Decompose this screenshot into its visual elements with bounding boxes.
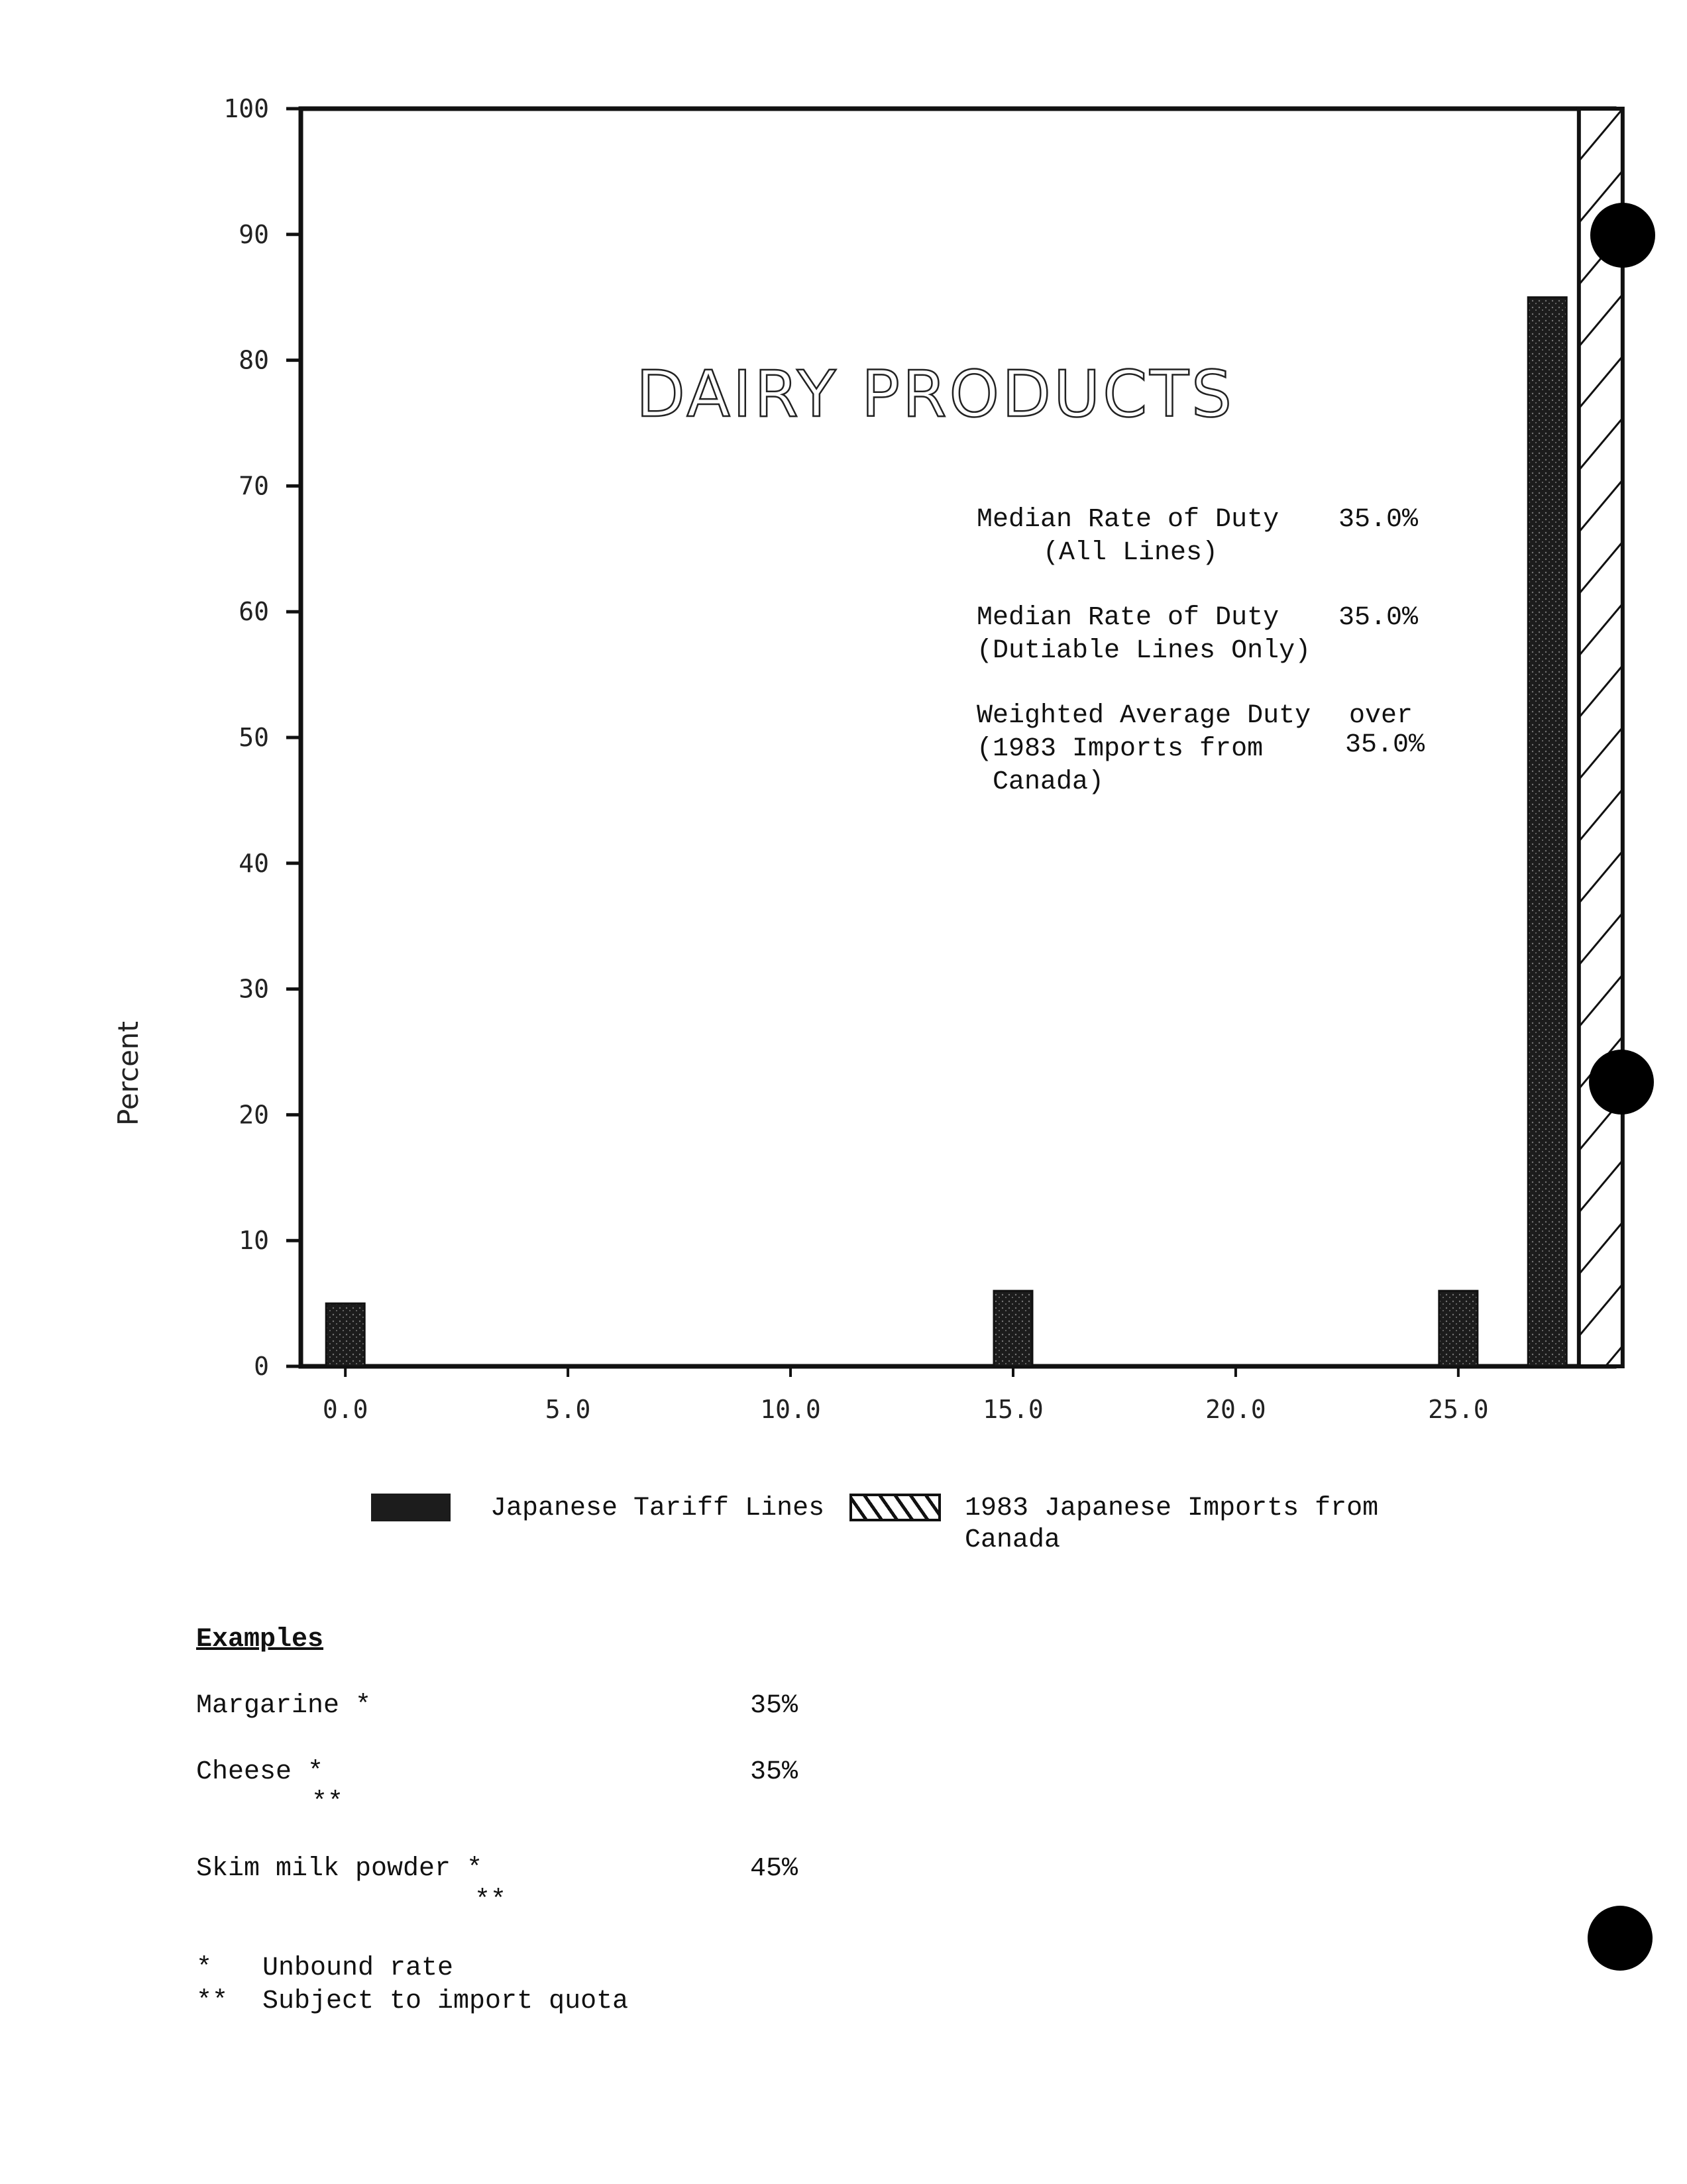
bar-tariff-lines-1 <box>994 1291 1032 1366</box>
bar-tariff-lines-2 <box>1439 1291 1478 1366</box>
y-tick-label-100: 100 <box>223 94 269 123</box>
weighted-sub: (1983 Imports from <box>977 734 1264 764</box>
weighted-sub2: Canada) <box>993 767 1105 797</box>
x-tick-label-20.0: 20.0 <box>1205 1395 1266 1424</box>
bar-tariff-lines-3 <box>1528 298 1566 1366</box>
footnote-mark-quota: ** <box>196 1987 229 2016</box>
bar-tariff-lines-0 <box>326 1303 364 1366</box>
example-mark2-skim-milk: ** <box>474 1886 507 1916</box>
y-tick-label-30: 30 <box>239 974 269 1004</box>
y-tick-label-0: 0 <box>254 1352 269 1381</box>
y-tick-label-20: 20 <box>239 1100 269 1130</box>
median-all-value: 35.0% <box>1338 505 1419 535</box>
y-axis-label: Percent <box>112 1020 144 1126</box>
legend-label-tariff-lines: Japanese Tariff Lines <box>490 1494 825 1523</box>
weighted-label-over: over <box>1349 701 1413 731</box>
y-tick-label-90: 90 <box>239 219 269 249</box>
example-rate-margarine: 35% <box>750 1691 798 1721</box>
x-tick-label-0.0: 0.0 <box>322 1395 368 1424</box>
duty-summary-notes <box>977 505 1425 797</box>
legend-label-imports-line1: 1983 Japanese Imports from <box>965 1494 1379 1523</box>
punch-hole-middle <box>1589 1050 1654 1115</box>
median-dutiable-value: 35.0% <box>1338 603 1419 633</box>
median-all-label: Median Rate of Duty <box>977 505 1279 535</box>
bar-imports-from-canada-0 <box>1579 109 1623 1366</box>
example-name-cheese: Cheese * <box>196 1757 324 1787</box>
example-name-margarine: Margarine * <box>196 1691 372 1721</box>
median-dutiable-label: Median Rate of Duty <box>977 603 1279 633</box>
footnote-text-quota: Subject to import quota <box>262 1987 629 2016</box>
punch-hole-bottom <box>1588 1906 1653 1971</box>
y-tick-label-80: 80 <box>239 345 269 375</box>
y-tick-label-60: 60 <box>239 597 269 627</box>
punch-hole-top <box>1590 203 1655 268</box>
y-tick-label-70: 70 <box>239 471 269 501</box>
x-tick-label-15.0: 15.0 <box>983 1395 1044 1424</box>
chart-title: DAIRY PRODUCTS <box>636 357 1234 431</box>
example-rate-cheese: 35% <box>750 1757 798 1787</box>
x-tick-label-25.0: 25.0 <box>1428 1395 1489 1424</box>
x-tick-label-5.0: 5.0 <box>545 1395 591 1424</box>
y-tick-label-10: 10 <box>239 1226 269 1256</box>
example-mark2-cheese: ** <box>311 1788 344 1818</box>
y-tick-label-40: 40 <box>239 848 269 878</box>
examples-heading: Examples <box>196 1625 324 1655</box>
median-dutiable-sub: (Dutiable Lines Only) <box>977 636 1311 666</box>
x-tick-label-10.0: 10.0 <box>760 1395 821 1424</box>
median-all-sub: (All Lines) <box>1043 538 1219 568</box>
weighted-value: 35.0% <box>1345 730 1425 760</box>
legend-swatch-tariff-lines <box>371 1494 451 1521</box>
legend-label-imports-line2: Canada <box>965 1525 1061 1555</box>
y-tick-label-50: 50 <box>239 723 269 752</box>
weighted-label: Weighted Average Duty <box>977 701 1311 731</box>
example-rate-skim-milk: 45% <box>750 1854 798 1884</box>
example-name-skim-milk: Skim milk powder * <box>196 1854 483 1884</box>
footnote-mark-unbound: * <box>196 1953 213 1983</box>
footnote-text-unbound: Unbound rate <box>262 1953 454 1983</box>
legend-swatch-imports <box>849 1494 941 1521</box>
